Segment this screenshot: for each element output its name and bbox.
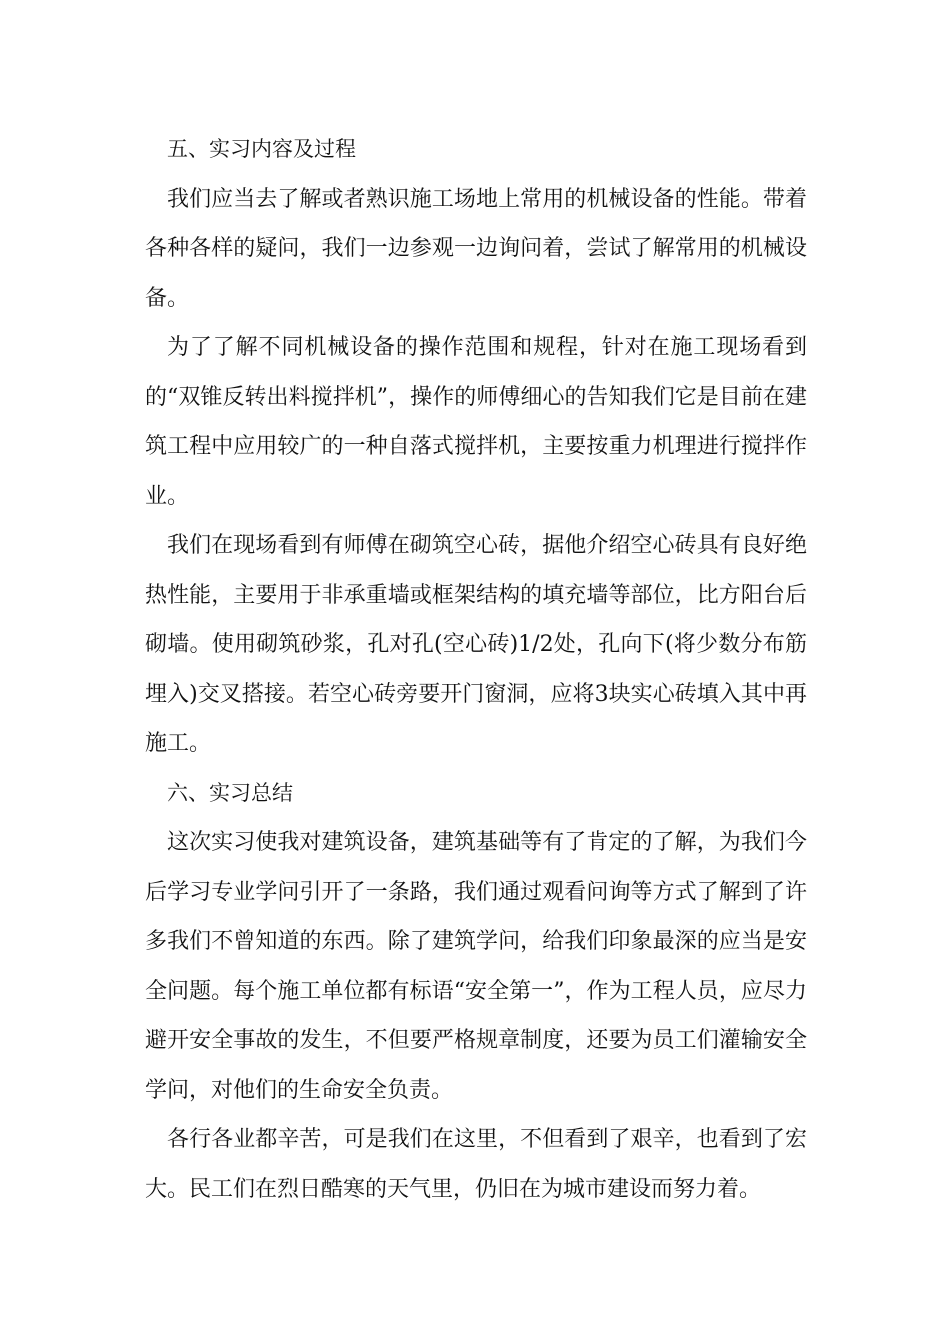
paragraph-equipment-intro: 我们应当去了解或者熟识施工场地上常用的机械设备的性能。带着各种各样的疑问，我们一边参观一边询问着，尝试了解常用的机械设备。 [145, 186, 807, 311]
paragraph-summary: 这次实习使我对建筑设备，建筑基础等有了肯定的了解，为我们今后学习专业学问引开了一条路，我们通过观看问询等方式了解到了许多我们不曾知道的东西。除了建筑学问，给我们印象最深的应当是安全问题。每个施工单位都有标语“安全第一”，作为工程人员，应尽力避开安全事故的发生，不但要严格规章制度，还要为员工们灌输安全学问，对他们的生命安全负责。 [145, 830, 807, 1103]
document-body [145, 125, 807, 1214]
section-heading-6: 六、实习总结 [167, 780, 293, 805]
paragraph-mixer: 为了了解不同机械设备的操作范围和规程，针对在施工现场看到的“双锥反转出料搅拌机”，操作的师傅细心的告知我们它是目前在建筑工程中应用较广的一种自落式搅拌机，主要按重力机理进行搅拌作业。 [145, 335, 807, 509]
paragraph-closing: 各行各业都辛苦，可是我们在这里，不但看到了艰辛，也看到了宏大。民工们在烈日酷寒的天气里，仍旧在为城市建设而努力着。 [145, 1127, 807, 1202]
section-heading-5: 五、实习内容及过程 [167, 137, 356, 161]
paragraph-hollow-brick: 我们在现场看到有师傅在砌筑空心砖，据他介绍空心砖具有良好绝热性能，主要用于非承重墙或框架结构的填充墙等部位，比方阳台后砌墙。使用砌筑砂浆，孔对孔(空心砖)1/2处，孔向下(将少数分布筋埋入)交叉搭接。若空心砖旁要开门窗洞，应将3块实心砖填入其中再施工。 [145, 533, 807, 756]
